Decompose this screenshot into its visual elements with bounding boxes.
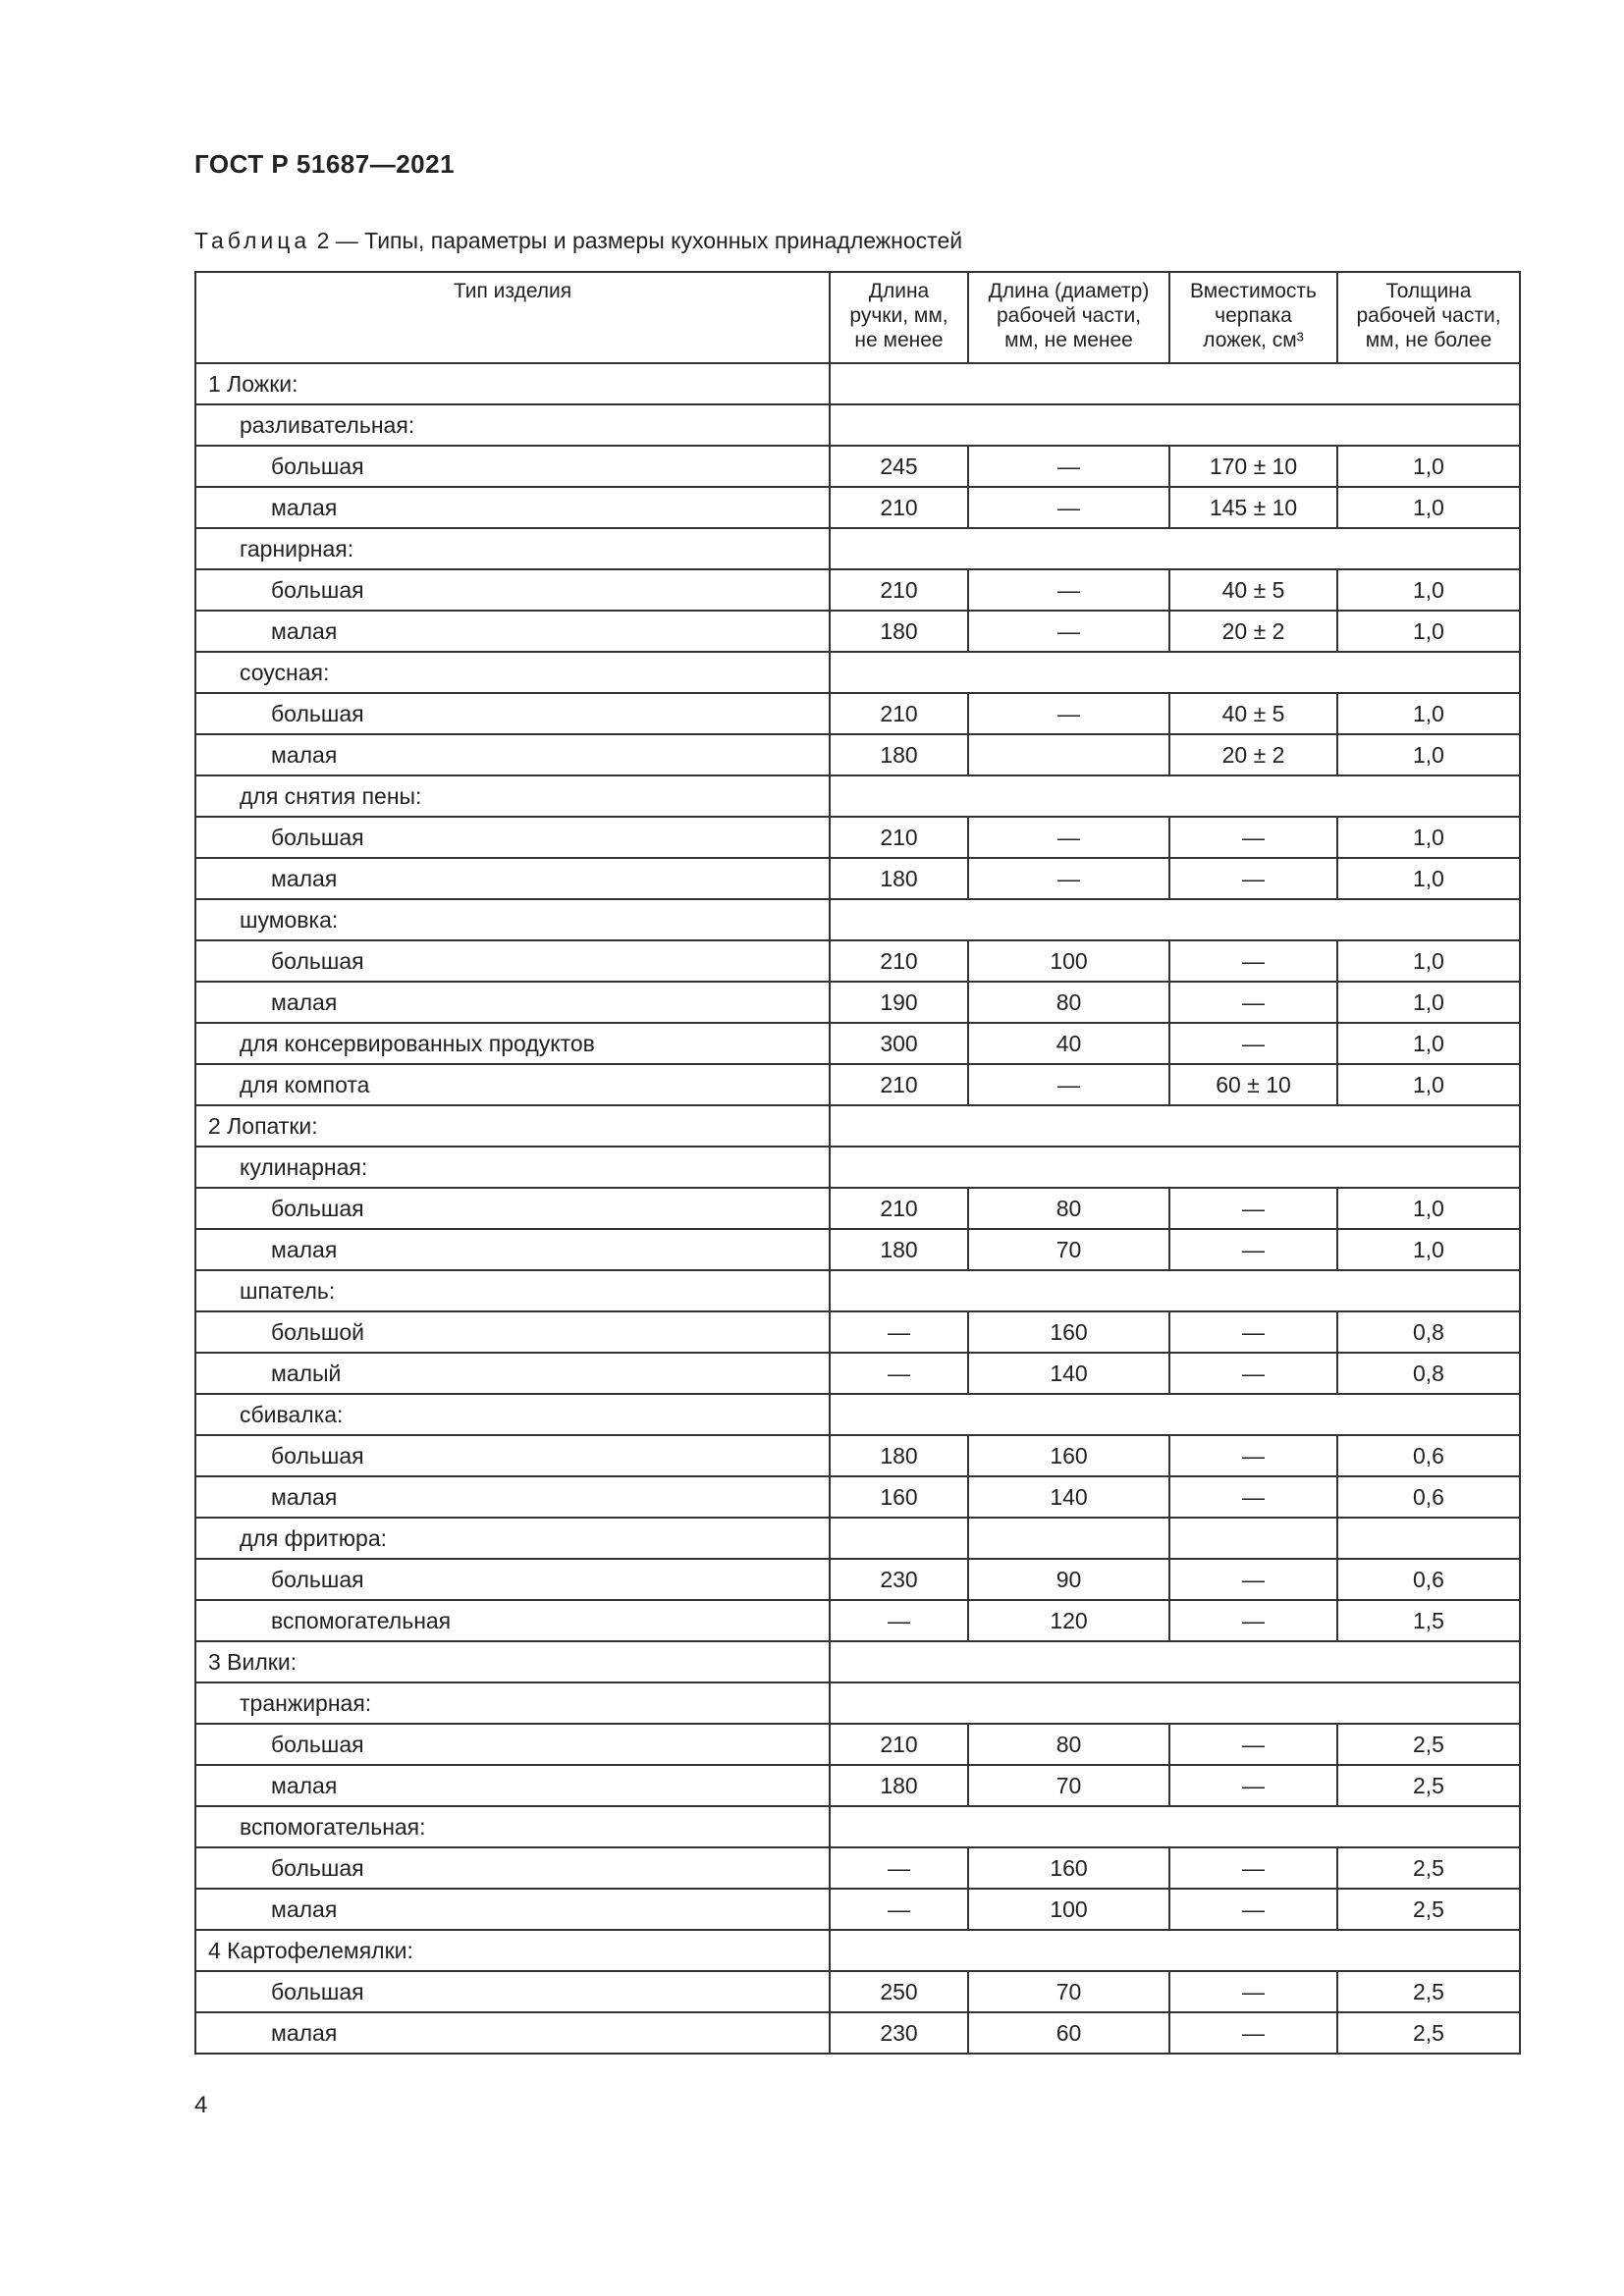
value-cell: — xyxy=(1169,1971,1337,2012)
value-cell: 40 ± 5 xyxy=(1169,693,1337,734)
value-cell: 190 xyxy=(830,982,968,1023)
value-cell: 180 xyxy=(830,611,968,652)
value-cell: — xyxy=(968,611,1169,652)
value-cell: 230 xyxy=(830,2012,968,2054)
value-cell: 245 xyxy=(830,446,968,487)
table-row xyxy=(195,363,1520,404)
item-name-cell: соусная: xyxy=(195,652,830,693)
item-name-cell: большая xyxy=(195,1435,830,1476)
value-cell: 1,0 xyxy=(1337,982,1520,1023)
value-cell: 60 xyxy=(968,2012,1169,2054)
empty-group-cell xyxy=(830,404,1520,446)
table-row xyxy=(195,1806,1520,1847)
header-row xyxy=(195,272,1520,363)
table-row xyxy=(195,1105,1520,1147)
item-name-cell: большая xyxy=(195,1847,830,1889)
empty-group-cell xyxy=(830,1641,1520,1682)
item-name-cell: большая xyxy=(195,817,830,858)
item-name-cell: для фритюра: xyxy=(195,1518,830,1559)
header-line: рабочей части, xyxy=(996,304,1142,327)
empty-group-cell xyxy=(830,1105,1520,1147)
item-name-cell: малая xyxy=(195,487,830,528)
empty-group-cell xyxy=(830,652,1520,693)
value-cell: — xyxy=(1169,1724,1337,1765)
value-cell: 0,6 xyxy=(1337,1559,1520,1600)
value-cell: 60 ± 10 xyxy=(1169,1064,1337,1105)
value-cell: — xyxy=(830,1889,968,1930)
empty-group-cell xyxy=(830,1147,1520,1188)
table-row xyxy=(195,817,1520,858)
header-line: ручки, мм, xyxy=(849,304,948,327)
value-cell: 160 xyxy=(830,1476,968,1518)
table-row xyxy=(195,1353,1520,1394)
value-cell: 1,0 xyxy=(1337,693,1520,734)
value-cell xyxy=(968,734,1169,775)
value-cell: 70 xyxy=(968,1229,1169,1270)
value-cell: — xyxy=(1169,1889,1337,1930)
value-cell: 0,6 xyxy=(1337,1435,1520,1476)
value-cell: 140 xyxy=(968,1476,1169,1518)
value-cell: 1,0 xyxy=(1337,1188,1520,1229)
value-cell: — xyxy=(1169,1476,1337,1518)
value-cell: 1,5 xyxy=(1337,1600,1520,1641)
table-row xyxy=(195,1641,1520,1682)
value-cell: — xyxy=(968,693,1169,734)
item-name-cell: малая xyxy=(195,611,830,652)
value-cell: 210 xyxy=(830,817,968,858)
value-cell: 1,0 xyxy=(1337,569,1520,611)
table-row xyxy=(195,611,1520,652)
value-cell: 300 xyxy=(830,1023,968,1064)
item-name-cell: малая xyxy=(195,2012,830,2054)
value-cell: 180 xyxy=(830,858,968,899)
table-row xyxy=(195,1559,1520,1600)
table-row xyxy=(195,1600,1520,1641)
value-cell: — xyxy=(830,1847,968,1889)
table-row xyxy=(195,1229,1520,1270)
header-cell xyxy=(830,272,968,363)
table-row xyxy=(195,1971,1520,2012)
value-cell: — xyxy=(968,1064,1169,1105)
value-cell: 100 xyxy=(968,940,1169,982)
table-row xyxy=(195,569,1520,611)
item-name-cell: для компота xyxy=(195,1064,830,1105)
item-name-cell: для консервированных продуктов xyxy=(195,1023,830,1064)
value-cell: 210 xyxy=(830,940,968,982)
value-cell: 1,0 xyxy=(1337,1064,1520,1105)
value-cell: 2,5 xyxy=(1337,1889,1520,1930)
item-name-cell: малая xyxy=(195,1889,830,1930)
header-line: Вместимость xyxy=(1190,280,1317,302)
item-name-cell: большая xyxy=(195,446,830,487)
item-name-cell: большая xyxy=(195,1559,830,1600)
value-cell: — xyxy=(968,858,1169,899)
value-cell: 1,0 xyxy=(1337,734,1520,775)
value-cell: 1,0 xyxy=(1337,487,1520,528)
value-cell: — xyxy=(830,1600,968,1641)
empty-group-cell xyxy=(830,1394,1520,1435)
header-line: рабочей части, xyxy=(1356,304,1501,327)
item-name-cell: 4 Картофелемялки: xyxy=(195,1930,830,1971)
value-cell: — xyxy=(968,569,1169,611)
value-cell: 1,0 xyxy=(1337,940,1520,982)
value-cell: 160 xyxy=(968,1847,1169,1889)
item-name-cell: большая xyxy=(195,693,830,734)
item-name-cell: 1 Ложки: xyxy=(195,363,830,404)
value-cell: 180 xyxy=(830,1229,968,1270)
table-row xyxy=(195,1682,1520,1724)
empty-group-cell xyxy=(830,1806,1520,1847)
table-row xyxy=(195,1765,1520,1806)
value-cell: — xyxy=(968,487,1169,528)
value-cell: 140 xyxy=(968,1353,1169,1394)
table-caption xyxy=(194,228,962,254)
value-cell: 120 xyxy=(968,1600,1169,1641)
table-row xyxy=(195,1724,1520,1765)
value-cell: 2,5 xyxy=(1337,1971,1520,2012)
item-name-cell: малая xyxy=(195,1476,830,1518)
item-name-cell: большая xyxy=(195,1188,830,1229)
header-line: черпака xyxy=(1215,304,1292,327)
value-cell: — xyxy=(1169,1765,1337,1806)
value-cell: 80 xyxy=(968,1188,1169,1229)
item-name-cell: шпатель: xyxy=(195,1270,830,1311)
value-cell: — xyxy=(1169,1023,1337,1064)
item-name-cell: для снятия пены: xyxy=(195,775,830,817)
value-cell: — xyxy=(1169,1600,1337,1641)
table-row xyxy=(195,775,1520,817)
value-cell: — xyxy=(830,1311,968,1353)
value-cell: 40 ± 5 xyxy=(1169,569,1337,611)
header-line: не менее xyxy=(854,329,944,351)
value-cell: 20 ± 2 xyxy=(1169,611,1337,652)
item-name-cell: малая xyxy=(195,982,830,1023)
header-cell xyxy=(1337,272,1520,363)
item-name-cell: большая xyxy=(195,940,830,982)
empty-group-cell xyxy=(830,899,1520,940)
table-row xyxy=(195,528,1520,569)
value-cell: 180 xyxy=(830,734,968,775)
table-header xyxy=(195,272,1520,363)
table-row xyxy=(195,404,1520,446)
value-cell: 0,8 xyxy=(1337,1353,1520,1394)
value-cell: — xyxy=(1169,817,1337,858)
value-cell xyxy=(1169,1518,1337,1559)
value-cell: 180 xyxy=(830,1765,968,1806)
value-cell: 2,5 xyxy=(1337,1765,1520,1806)
item-name-cell: вспомогательная: xyxy=(195,1806,830,1847)
value-cell: 70 xyxy=(968,1765,1169,1806)
kitchen-utensils-table xyxy=(194,271,1521,2055)
empty-group-cell xyxy=(830,1930,1520,1971)
item-name-cell: разливательная: xyxy=(195,404,830,446)
value-cell: — xyxy=(1169,982,1337,1023)
header-line: Толщина xyxy=(1385,280,1472,302)
header-line: мм, не менее xyxy=(1004,329,1133,351)
value-cell: 1,0 xyxy=(1337,817,1520,858)
table-row xyxy=(195,1476,1520,1518)
value-cell: 2,5 xyxy=(1337,2012,1520,2054)
value-cell: 80 xyxy=(968,982,1169,1023)
value-cell: 210 xyxy=(830,1188,968,1229)
value-cell: 90 xyxy=(968,1559,1169,1600)
value-cell: — xyxy=(830,1353,968,1394)
table-row xyxy=(195,1930,1520,1971)
header-cell xyxy=(1169,272,1337,363)
table-row xyxy=(195,899,1520,940)
value-cell: 2,5 xyxy=(1337,1847,1520,1889)
value-cell: 2,5 xyxy=(1337,1724,1520,1765)
table-row xyxy=(195,1435,1520,1476)
value-cell: 230 xyxy=(830,1559,968,1600)
value-cell: — xyxy=(1169,1229,1337,1270)
item-name-cell: 2 Лопатки: xyxy=(195,1105,830,1147)
value-cell: — xyxy=(1169,858,1337,899)
item-name-cell: малая xyxy=(195,734,830,775)
table-row xyxy=(195,1064,1520,1105)
item-name-cell: малая xyxy=(195,1229,830,1270)
value-cell: 100 xyxy=(968,1889,1169,1930)
value-cell: 1,0 xyxy=(1337,611,1520,652)
table-row xyxy=(195,1847,1520,1889)
header-line: Длина (диаметр) xyxy=(988,280,1150,302)
value-cell: 160 xyxy=(968,1311,1169,1353)
table-row xyxy=(195,1394,1520,1435)
header-line: Тип изделия xyxy=(453,280,572,302)
item-name-cell: гарнирная: xyxy=(195,528,830,569)
item-name-cell: транжирная: xyxy=(195,1682,830,1724)
table-row xyxy=(195,1518,1520,1559)
item-name-cell: малая xyxy=(195,1765,830,1806)
page-number: 4 xyxy=(194,2092,208,2118)
item-name-cell: большая xyxy=(195,1971,830,2012)
table-row xyxy=(195,734,1520,775)
value-cell: 0,8 xyxy=(1337,1311,1520,1353)
value-cell xyxy=(1337,1518,1520,1559)
value-cell: 40 xyxy=(968,1023,1169,1064)
empty-group-cell xyxy=(830,1270,1520,1311)
table-row xyxy=(195,1188,1520,1229)
value-cell: — xyxy=(968,446,1169,487)
value-cell: 80 xyxy=(968,1724,1169,1765)
table-row xyxy=(195,2012,1520,2054)
value-cell: — xyxy=(1169,940,1337,982)
table-row xyxy=(195,940,1520,982)
table-row xyxy=(195,693,1520,734)
value-cell: — xyxy=(1169,1847,1337,1889)
value-cell: 1,0 xyxy=(1337,858,1520,899)
value-cell xyxy=(830,1518,968,1559)
value-cell: 170 ± 10 xyxy=(1169,446,1337,487)
value-cell: — xyxy=(1169,2012,1337,2054)
item-name-cell: большая xyxy=(195,1724,830,1765)
table-caption-prefix: Таблица xyxy=(194,228,311,253)
header-cell xyxy=(968,272,1169,363)
value-cell: 0,6 xyxy=(1337,1476,1520,1518)
empty-group-cell xyxy=(830,1682,1520,1724)
table-row xyxy=(195,487,1520,528)
value-cell: 20 ± 2 xyxy=(1169,734,1337,775)
item-name-cell: кулинарная: xyxy=(195,1147,830,1188)
item-name-cell: большая xyxy=(195,569,830,611)
header-line: Длина xyxy=(868,280,930,302)
value-cell: 145 ± 10 xyxy=(1169,487,1337,528)
item-name-cell: большой xyxy=(195,1311,830,1353)
table-row xyxy=(195,982,1520,1023)
table-row xyxy=(195,1023,1520,1064)
header-line: ложек, см³ xyxy=(1203,329,1304,351)
item-name-cell: 3 Вилки: xyxy=(195,1641,830,1682)
value-cell: 160 xyxy=(968,1435,1169,1476)
empty-group-cell xyxy=(830,363,1520,404)
item-name-cell: малый xyxy=(195,1353,830,1394)
value-cell: — xyxy=(968,817,1169,858)
value-cell: — xyxy=(1169,1435,1337,1476)
document-code: ГОСТ Р 51687—2021 xyxy=(194,149,456,179)
empty-group-cell xyxy=(830,775,1520,817)
item-name-cell: шумовка: xyxy=(195,899,830,940)
value-cell: 180 xyxy=(830,1435,968,1476)
value-cell: 1,0 xyxy=(1337,1023,1520,1064)
value-cell: 250 xyxy=(830,1971,968,2012)
value-cell: 1,0 xyxy=(1337,446,1520,487)
table-row xyxy=(195,1147,1520,1188)
item-name-cell: малая xyxy=(195,858,830,899)
item-name-cell: сбивалка: xyxy=(195,1394,830,1435)
header-cell xyxy=(195,272,830,363)
value-cell: — xyxy=(1169,1311,1337,1353)
value-cell: 210 xyxy=(830,569,968,611)
value-cell xyxy=(968,1518,1169,1559)
table-row xyxy=(195,1889,1520,1930)
value-cell: — xyxy=(1169,1188,1337,1229)
value-cell: — xyxy=(1169,1559,1337,1600)
value-cell: 70 xyxy=(968,1971,1169,2012)
header-line: мм, не более xyxy=(1365,329,1492,351)
empty-group-cell xyxy=(830,528,1520,569)
table-row xyxy=(195,652,1520,693)
table-row xyxy=(195,1270,1520,1311)
table-row xyxy=(195,1311,1520,1353)
value-cell: 210 xyxy=(830,693,968,734)
value-cell: 210 xyxy=(830,487,968,528)
table-row xyxy=(195,858,1520,899)
table-body xyxy=(195,363,1520,2054)
value-cell: 210 xyxy=(830,1724,968,1765)
value-cell: 210 xyxy=(830,1064,968,1105)
table-row xyxy=(195,446,1520,487)
value-cell: — xyxy=(1169,1353,1337,1394)
value-cell: 1,0 xyxy=(1337,1229,1520,1270)
item-name-cell: вспомогательная xyxy=(195,1600,830,1641)
table-caption-text: 2 — Типы, параметры и размеры кухонных принадлежностей xyxy=(310,228,963,253)
